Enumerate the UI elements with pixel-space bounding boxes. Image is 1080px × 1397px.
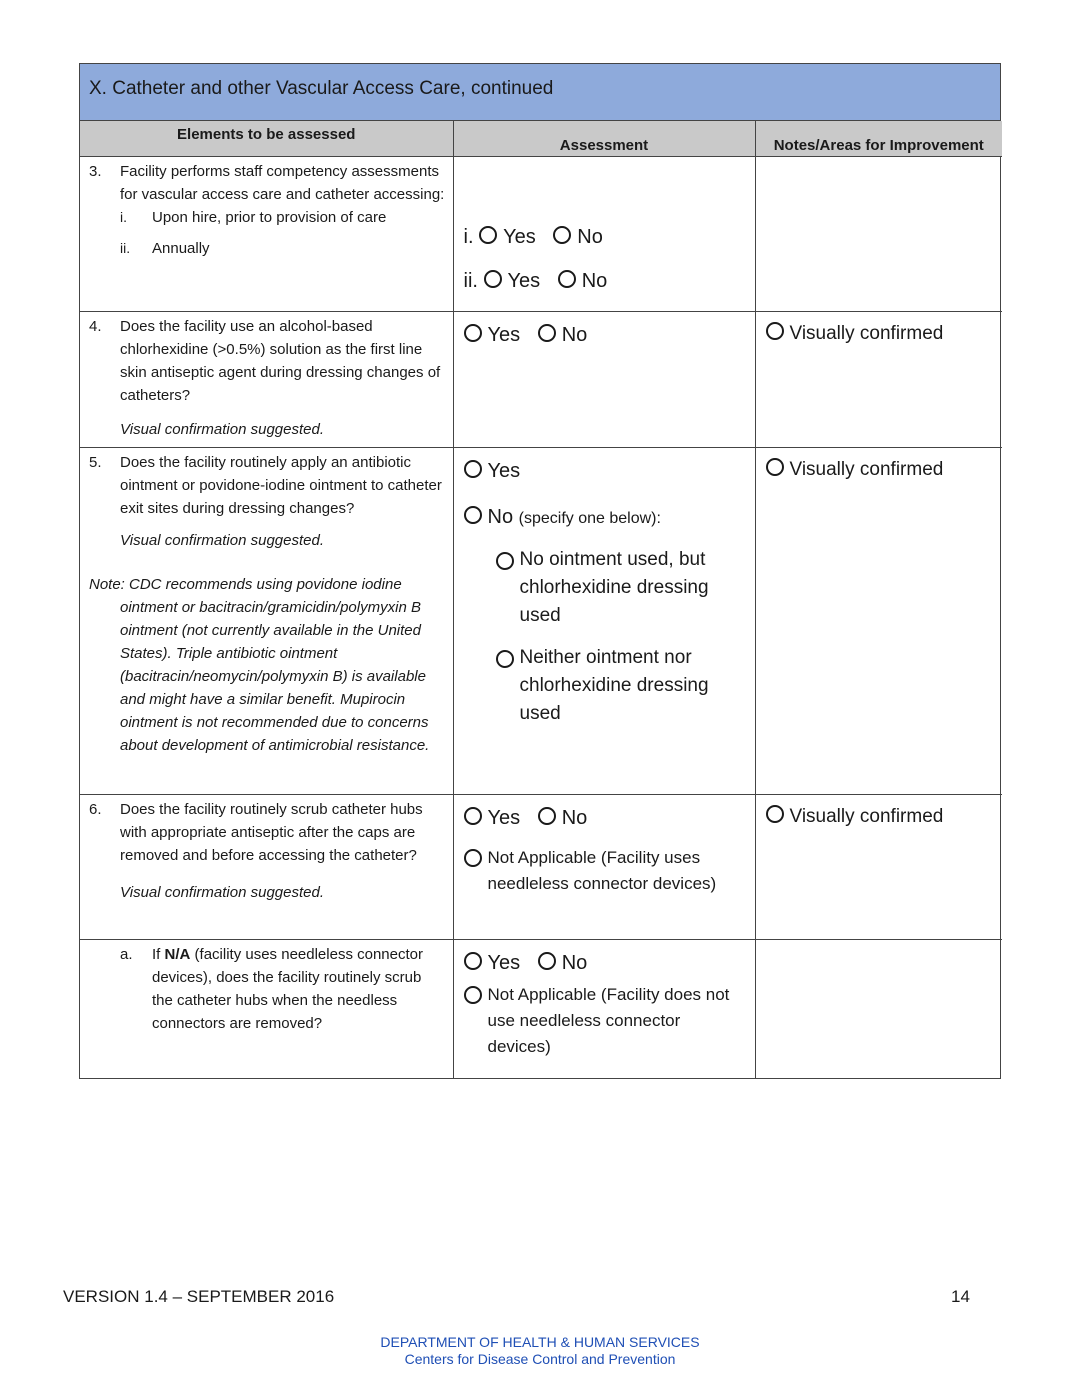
row4-yes-radio[interactable]: Yes	[464, 322, 521, 348]
row4-visually-confirmed-radio[interactable]: Visually confirmed	[766, 323, 944, 344]
row3-ii-yes-radio[interactable]: Yes	[484, 259, 541, 303]
radio-circle-icon	[479, 226, 497, 244]
row3-sub2-text: Annually	[152, 240, 210, 257]
radio-circle-icon	[766, 458, 784, 476]
row3-sub1-text: Upon hire, prior to provision of care	[152, 209, 387, 226]
page-number: 14	[951, 1287, 970, 1306]
row5-cdc-note: Note: CDC recommends using povidone iodine ointment or bacitracin/gramicidin/polymyxin B ointment (not currently available in the United States). Triple antibiotic ointment (bacitracin/neomycin/polymyxin B) is available and might have a similar benefit. Mupirocin ointment is not recommended due to concerns about development of antimicrobial resistance.	[89, 576, 430, 754]
row6-element	[80, 795, 453, 940]
row6-notes	[755, 795, 1002, 940]
radio-circle-icon	[538, 324, 556, 342]
row6a-question: If N/A (facility uses needleless connector devices), does the facility routinely scrub the catheter hubs when the needless connectors are removed?	[152, 946, 423, 1032]
row5-visual-note: Visual confirmation suggested.	[120, 532, 325, 549]
row5-number: 5.	[89, 454, 102, 471]
radio-circle-icon	[464, 986, 482, 1004]
section-title: X. Catheter and other Vascular Access Care, continued	[80, 64, 1000, 121]
row5-sub-option-2[interactable]: Neither ointment nor chlorhexidine dressing used	[464, 644, 747, 728]
radio-circle-icon	[484, 270, 502, 288]
row5-no-radio[interactable]: No	[464, 506, 514, 528]
radio-circle-icon	[766, 805, 784, 823]
row4-visual-note: Visual confirmation suggested.	[120, 421, 325, 438]
row3-notes[interactable]	[755, 157, 1002, 312]
row5-visually-confirmed-radio[interactable]: Visually confirmed	[766, 459, 944, 480]
radio-circle-icon	[464, 807, 482, 825]
row5-yes-radio[interactable]: Yes	[464, 458, 521, 484]
table-row	[80, 157, 1002, 312]
table-row	[80, 795, 1002, 940]
table-row	[80, 312, 1002, 448]
header-assessment: Assessment	[453, 121, 755, 157]
department-name: DEPARTMENT OF HEALTH & HUMAN SERVICES	[380, 1334, 700, 1350]
version-label: VERSION 1.4 – SEPTEMBER 2016	[63, 1287, 335, 1306]
header-notes: Notes/Areas for Improvement	[755, 121, 1002, 157]
assessment-table-container	[79, 63, 1001, 1079]
row5-element	[80, 448, 453, 795]
table-row	[80, 448, 1002, 795]
row3-i-no-radio[interactable]: No	[553, 215, 603, 259]
row6a-na-radio[interactable]: Not Applicable (Facility does not use needleless connector devices)	[464, 982, 747, 1060]
header-row	[80, 121, 1002, 157]
row4-assessment	[453, 312, 755, 448]
agency-name: Centers for Disease Control and Prevention	[404, 1351, 676, 1367]
row6a-assessment	[453, 940, 755, 1078]
row4-element	[80, 312, 453, 448]
row5-no-specify: (specify one below):	[518, 510, 661, 527]
radio-circle-icon	[553, 226, 571, 244]
radio-circle-icon	[558, 270, 576, 288]
row6a-letter: a.	[120, 946, 133, 963]
row3-question: Facility performs staff competency assessments for vascular access care and catheter accessing:	[120, 163, 445, 203]
row5-question: Does the facility routinely apply an antibiotic ointment or povidone-iodine ointment to catheter exit sites during dressing changes?	[120, 454, 442, 517]
row6-question: Does the facility routinely scrub catheter hubs with appropriate antiseptic after the caps are removed and before accessing the catheter?	[120, 801, 423, 864]
table-row	[80, 940, 1002, 1078]
radio-circle-icon	[464, 460, 482, 478]
row3-assessment	[453, 157, 755, 312]
row3-element	[80, 157, 453, 312]
department-footer	[0, 1334, 1080, 1368]
row6a-element	[80, 940, 453, 1078]
row6-na-radio[interactable]: Not Applicable (Facility uses needleless connector devices)	[464, 845, 747, 897]
radio-circle-icon	[464, 849, 482, 867]
radio-circle-icon	[464, 324, 482, 342]
row6-yes-radio[interactable]: Yes	[464, 805, 521, 831]
row6a-notes[interactable]	[755, 940, 1002, 1078]
radio-circle-icon	[464, 506, 482, 524]
row3-ii-no-radio[interactable]: No	[558, 259, 608, 303]
radio-circle-icon	[464, 952, 482, 970]
row3-sub2-number: ii.	[120, 240, 131, 256]
row4-question: Does the facility use an alcohol-based chlorhexidine (>0.5%) solution as the first line skin antiseptic agent during dressing changes of catheters?	[120, 318, 441, 404]
row6-assessment	[453, 795, 755, 940]
radio-circle-icon	[538, 952, 556, 970]
row5-notes	[755, 448, 1002, 795]
row6-no-radio[interactable]: No	[538, 805, 588, 831]
row3-i-yes-radio[interactable]: Yes	[479, 215, 536, 259]
radio-circle-icon	[766, 322, 784, 340]
row6-number: 6.	[89, 801, 102, 818]
row3-sub1-number: i.	[120, 209, 127, 225]
row5-assessment	[453, 448, 755, 795]
row4-number: 4.	[89, 318, 102, 335]
row3-label-i: i.	[463, 226, 474, 248]
row6a-na-bold: N/A	[164, 946, 191, 963]
row6a-no-radio[interactable]: No	[538, 950, 588, 976]
row4-no-radio[interactable]: No	[538, 322, 588, 348]
header-elements: Elements to be assessed	[80, 121, 453, 157]
row4-notes	[755, 312, 1002, 448]
row5-sub-option-1[interactable]: No ointment used, but chlorhexidine dressing used	[464, 546, 747, 630]
row6a-yes-radio[interactable]: Yes	[464, 950, 521, 976]
row6-visually-confirmed-radio[interactable]: Visually confirmed	[766, 806, 944, 827]
row3-label-ii: ii.	[463, 270, 478, 292]
radio-circle-icon	[496, 552, 514, 570]
assessment-table	[80, 121, 1002, 1078]
row6-visual-note: Visual confirmation suggested.	[120, 884, 325, 901]
radio-circle-icon	[538, 807, 556, 825]
radio-circle-icon	[496, 650, 514, 668]
row3-number: 3.	[89, 163, 102, 180]
